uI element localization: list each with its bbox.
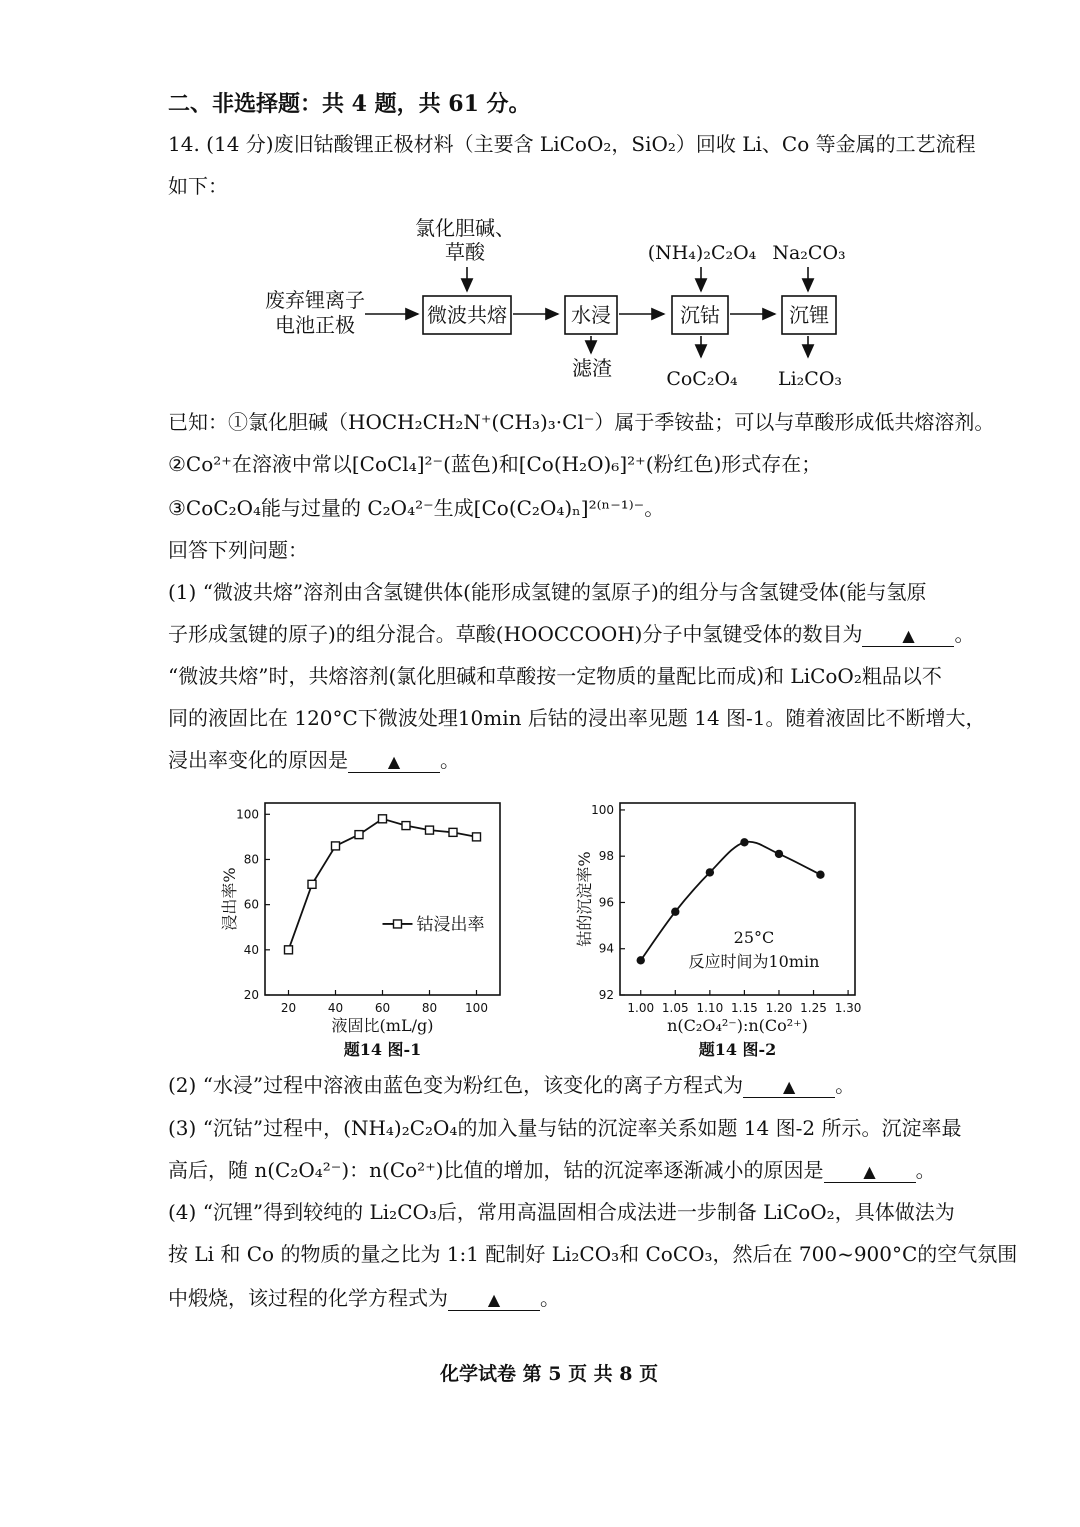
data-point	[706, 868, 714, 876]
page-footer: 化学试卷 第 5 页 共 8 页	[440, 1363, 659, 1385]
data-point	[285, 946, 293, 954]
flow-step2-label: 水浸	[571, 303, 611, 327]
y-tick-label: 100	[236, 807, 259, 822]
figure-caption: 题14 图-1	[343, 1040, 422, 1059]
x-tick-label: 1.15	[731, 1001, 758, 1015]
flow-step3-label: 沉钴	[680, 303, 720, 327]
q2-line: (2) “水浸”过程中溶液由蓝色变为粉红色，该变化的离子方程式为 ▲ 。	[168, 1073, 856, 1097]
y-tick-label: 60	[243, 897, 259, 912]
answer-blank-marker: ▲	[487, 1290, 501, 1309]
x-axis-label: n(C₂O₄²⁻):n(Co²⁺)	[667, 1016, 808, 1035]
q1-line4: 同的液固比在 120°C下微波处理10min 后钴的浸出率见题 14 图-1。随着液固比不断增大，	[168, 706, 986, 730]
q4-line3: 中煅烧，该过程的化学方程式为 ▲ 。	[168, 1286, 560, 1310]
answer-blank-marker: ▲	[782, 1077, 796, 1096]
flow-residue: 滤渣	[572, 356, 612, 380]
data-point	[402, 822, 410, 830]
x-axis-label: 液固比(mL/g)	[331, 1016, 434, 1035]
x-tick-label: 1.00	[627, 1001, 655, 1015]
data-point	[740, 838, 748, 846]
data-point	[671, 908, 679, 916]
x-tick-label: 1.30	[834, 1001, 862, 1015]
q3-line2: 高后，随 n(C₂O₄²⁻)：n(Co²⁺)比值的增加，钴的沉淀率逐渐减小的原因是 ▲ 。	[168, 1158, 936, 1182]
question-intro-line1: 14. (14 分)废旧钴酸锂正极材料（主要含 LiCoO₂，SiO₂）回收 Li、Co 等金属的工艺流程	[168, 132, 976, 156]
answer-blank[interactable]	[348, 750, 440, 773]
chart-leaching-rate	[205, 795, 535, 1065]
q4-line1: (4) “沉锂”得到较纯的 Li₂CO₃后，常用高温固相合成法进一步制备 LiCoO₂，具体做法为	[168, 1200, 955, 1224]
q1-line5-text: 浸出率变化的原因是	[168, 748, 348, 772]
answer-blank-marker: ▲	[863, 1162, 876, 1181]
process-flow-diagram	[0, 205, 1080, 395]
data-point	[308, 880, 316, 888]
x-tick-label: 80	[421, 1001, 438, 1015]
q1-line5: 浸出率变化的原因是 ▲ 。	[168, 748, 460, 772]
legend-label: 钴浸出率	[416, 914, 485, 935]
answer-blank[interactable]	[743, 1075, 835, 1098]
known-line3: ③CoC₂O₄能与过量的 C₂O₄²⁻生成[Co(C₂O₄)ₙ]²⁽ⁿ⁻¹⁾⁻。	[168, 496, 665, 520]
q1-line2: 子形成氢键的原子)的组分混合。草酸(HOOCCOOH)分子中氢键受体的数目为 ▲ 。	[168, 622, 975, 646]
y-axis-label: 钴的沉淀率%	[575, 851, 594, 947]
y-axis-label: 浸出率%	[220, 867, 239, 931]
flow-product3: CoC₂O₄	[666, 368, 738, 390]
q4-line2: 按 Li 和 Co 的物质的量之比为 1:1 配制好 Li₂CO₃和 CoCO₃，然后在 700~900°C的空气氛围	[168, 1242, 1018, 1266]
flow-step1-label: 微波共熔	[427, 303, 507, 327]
y-tick-label: 100	[591, 802, 614, 817]
figure-caption: 题14 图-2	[698, 1040, 777, 1059]
series-line	[641, 842, 821, 961]
q4-line3-text: 中煅烧，该过程的化学方程式为	[168, 1286, 448, 1310]
y-tick-label: 20	[243, 988, 259, 1002]
y-tick-label: 80	[243, 852, 259, 867]
y-tick-label: 40	[243, 942, 259, 957]
answer-blank-marker: ▲	[387, 752, 401, 771]
flow-step4-label: 沉锂	[789, 303, 829, 327]
answer-blank[interactable]	[862, 624, 954, 647]
y-tick-label: 92	[598, 988, 614, 1002]
flow-product4: Li₂CO₃	[777, 368, 843, 390]
x-tick-label: 1.25	[800, 1001, 827, 1015]
section-title: 二、非选择题：共 4 题，共 61 分。	[168, 91, 531, 117]
q1-line1: (1) “微波共熔”溶剂由含氢键供体(能形成氢键的氢原子)的组分与含氢键受体(能与氢原	[168, 580, 927, 604]
data-point	[449, 828, 457, 836]
data-point	[332, 842, 340, 850]
q1-line2-text: 子形成氢键的原子)的组分混合。草酸(HOOCCOOH)分子中氢键受体的数目为	[168, 622, 863, 646]
y-tick-label: 94	[598, 941, 614, 956]
flow-reagent1-line2: 草酸	[445, 240, 485, 264]
y-tick-label: 98	[598, 849, 614, 864]
chart-precipitation-rate	[560, 795, 890, 1065]
flow-start-line1: 废弃锂离子	[265, 288, 365, 312]
question-intro-line2: 如下：	[168, 174, 228, 198]
x-tick-label: 100	[465, 1001, 488, 1015]
legend-marker	[394, 920, 402, 928]
x-tick-label: 1.20	[765, 1001, 793, 1015]
x-tick-label: 20	[280, 1001, 297, 1015]
data-point	[816, 871, 824, 879]
data-point	[379, 815, 387, 823]
x-tick-label: 40	[327, 1001, 344, 1015]
annotation-reaction-time: 反应时间为10min	[688, 952, 820, 972]
flow-start-line2: 电池正极	[275, 313, 355, 337]
data-point	[473, 833, 481, 841]
known-line1: 已知：①氯化胆碱（HOCH₂CH₂N⁺(CH₃)₃·Cl⁻）属于季铵盐；可以与草酸形成低共熔溶剂。	[168, 410, 995, 434]
flow-reagent1-line1: 氯化胆碱、	[415, 216, 515, 240]
answer-prompt: 回答下列问题：	[168, 538, 308, 562]
data-point	[426, 826, 434, 834]
data-point	[355, 831, 363, 839]
q1-line3: “微波共熔”时，共熔溶剂(氯化胆碱和草酸按一定物质的量配比而成)和 LiCoO₂粗品以不	[168, 664, 942, 688]
flow-reagent4: Na₂CO₃	[772, 242, 846, 264]
flow-reagent3: (NH₄)₂C₂O₄	[647, 242, 757, 264]
known-line2: ②Co²⁺在溶液中常以[CoCl₄]²⁻(蓝色)和[Co(H₂O)₆]²⁺(粉红色)形式存在；	[168, 452, 822, 476]
data-point	[637, 956, 645, 964]
x-tick-label: 1.05	[661, 1001, 689, 1015]
answer-blank[interactable]	[448, 1288, 540, 1311]
x-tick-label: 60	[374, 1001, 391, 1015]
data-point	[775, 850, 783, 858]
y-tick-label: 96	[598, 895, 614, 910]
q2-text: (2) “水浸”过程中溶液由蓝色变为粉红色，该变化的离子方程式为	[168, 1073, 744, 1097]
annotation-temperature: 25°C	[733, 928, 775, 948]
answer-blank-marker: ▲	[902, 626, 915, 645]
plot-frame	[265, 803, 500, 995]
q3-line2-text: 高后，随 n(C₂O₄²⁻)：n(Co²⁺)比值的增加，钴的沉淀率逐渐减小的原因是	[168, 1158, 824, 1182]
x-tick-label: 1.10	[696, 1001, 724, 1015]
answer-blank[interactable]	[824, 1160, 916, 1183]
q3-line1: (3) “沉钴”过程中，(NH₄)₂C₂O₄的加入量与钴的沉淀率关系如题 14 图-2 所示。沉淀率最	[168, 1116, 962, 1140]
